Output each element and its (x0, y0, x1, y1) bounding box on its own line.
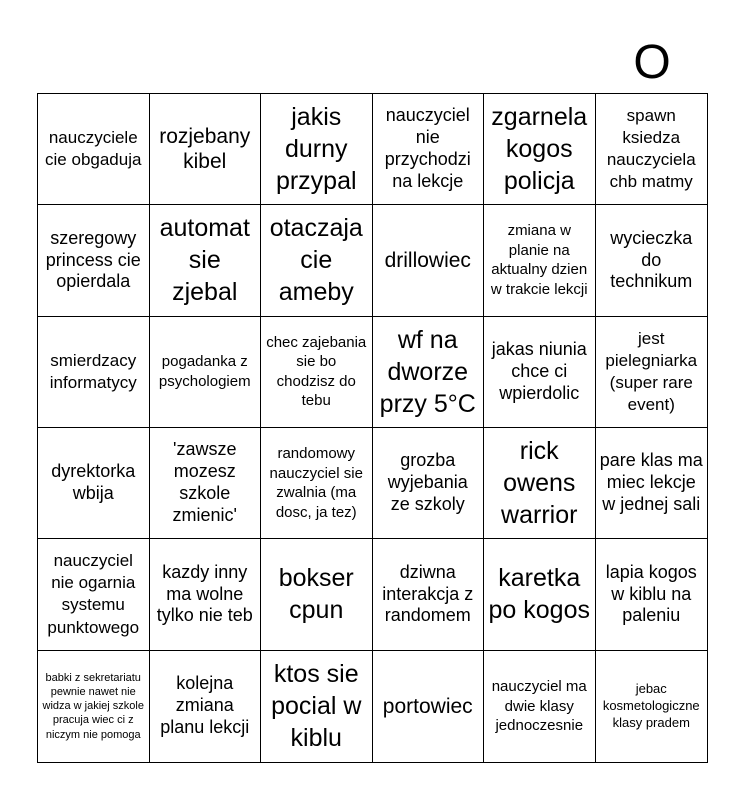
bingo-header-title: O (633, 36, 671, 89)
bingo-cell[interactable]: wycieczka do technikum (596, 205, 708, 316)
bingo-cell[interactable]: nauczyciel nie przychodzi na lekcje (373, 94, 485, 205)
bingo-cell[interactable]: otaczaja cie ameby (261, 205, 373, 316)
bingo-cell[interactable]: portowiec (373, 651, 485, 762)
bingo-cell[interactable]: chec zajebania sie bo chodzisz do tebu (261, 317, 373, 428)
bingo-cell[interactable]: szeregowy princess cie opierdala (38, 205, 150, 316)
bingo-cell[interactable]: nauczyciel ma dwie klasy jednoczesnie (484, 651, 596, 762)
bingo-cell[interactable]: babki z sekretariatu pewnie nawet nie widza w jakiej szkole pracuja wiec ci z niczym nie pomoga (38, 651, 150, 762)
bingo-cell[interactable]: pogadanka z psychologiem (150, 317, 262, 428)
bingo-cell[interactable]: grozba wyjebania ze szkoly (373, 428, 485, 539)
bingo-cell[interactable]: wf na dworze przy 5°C (373, 317, 485, 428)
bingo-cell[interactable]: spawn ksiedza nauczyciela chb matmy (596, 94, 708, 205)
bingo-board (37, 93, 708, 763)
bingo-cell[interactable]: dziwna interakcja z randomem (373, 539, 485, 650)
bingo-cell[interactable]: nauczyciele cie obgaduja (38, 94, 150, 205)
bingo-cell[interactable]: zmiana w planie na aktualny dzien w trakcie lekcji (484, 205, 596, 316)
bingo-cell[interactable]: jakas niunia chce ci wpierdolic (484, 317, 596, 428)
bingo-cell[interactable]: 'zawsze mozesz szkole zmienic' (150, 428, 262, 539)
bingo-cell[interactable]: rozjebany kibel (150, 94, 262, 205)
bingo-cell[interactable]: rick owens warrior (484, 428, 596, 539)
bingo-cell[interactable]: drillowiec (373, 205, 485, 316)
bingo-cell[interactable]: kolejna zmiana planu lekcji (150, 651, 262, 762)
bingo-cell[interactable]: jest pielegniarka (super rare event) (596, 317, 708, 428)
bingo-cell[interactable]: pare klas ma miec lekcje w jednej sali (596, 428, 708, 539)
bingo-cell[interactable]: karetka po kogos (484, 539, 596, 650)
bingo-cell[interactable]: kazdy inny ma wolne tylko nie teb (150, 539, 262, 650)
bingo-cell[interactable]: lapia kogos w kiblu na paleniu (596, 539, 708, 650)
bingo-cell[interactable]: bokser cpun (261, 539, 373, 650)
bingo-cell[interactable]: ktos sie pocial w kiblu (261, 651, 373, 762)
bingo-cell[interactable]: jebac kosmetologiczne klasy pradem (602, 680, 700, 730)
bingo-cell[interactable]: smierdzacy informatycy (38, 317, 150, 428)
bingo-cell[interactable]: nauczyciel nie ogarnia systemu punktowego (38, 539, 150, 650)
bingo-cell[interactable]: dyrektorka wbija (38, 428, 150, 539)
bingo-cell[interactable]: automat sie zjebal (150, 205, 262, 316)
bingo-cell[interactable]: jakis durny przypal (261, 94, 373, 205)
bingo-cell[interactable]: randomowy nauczyciel sie zwalnia (ma dosc, ja tez) (261, 428, 373, 539)
bingo-cell[interactable]: zgarnela kogos policja (484, 94, 596, 205)
